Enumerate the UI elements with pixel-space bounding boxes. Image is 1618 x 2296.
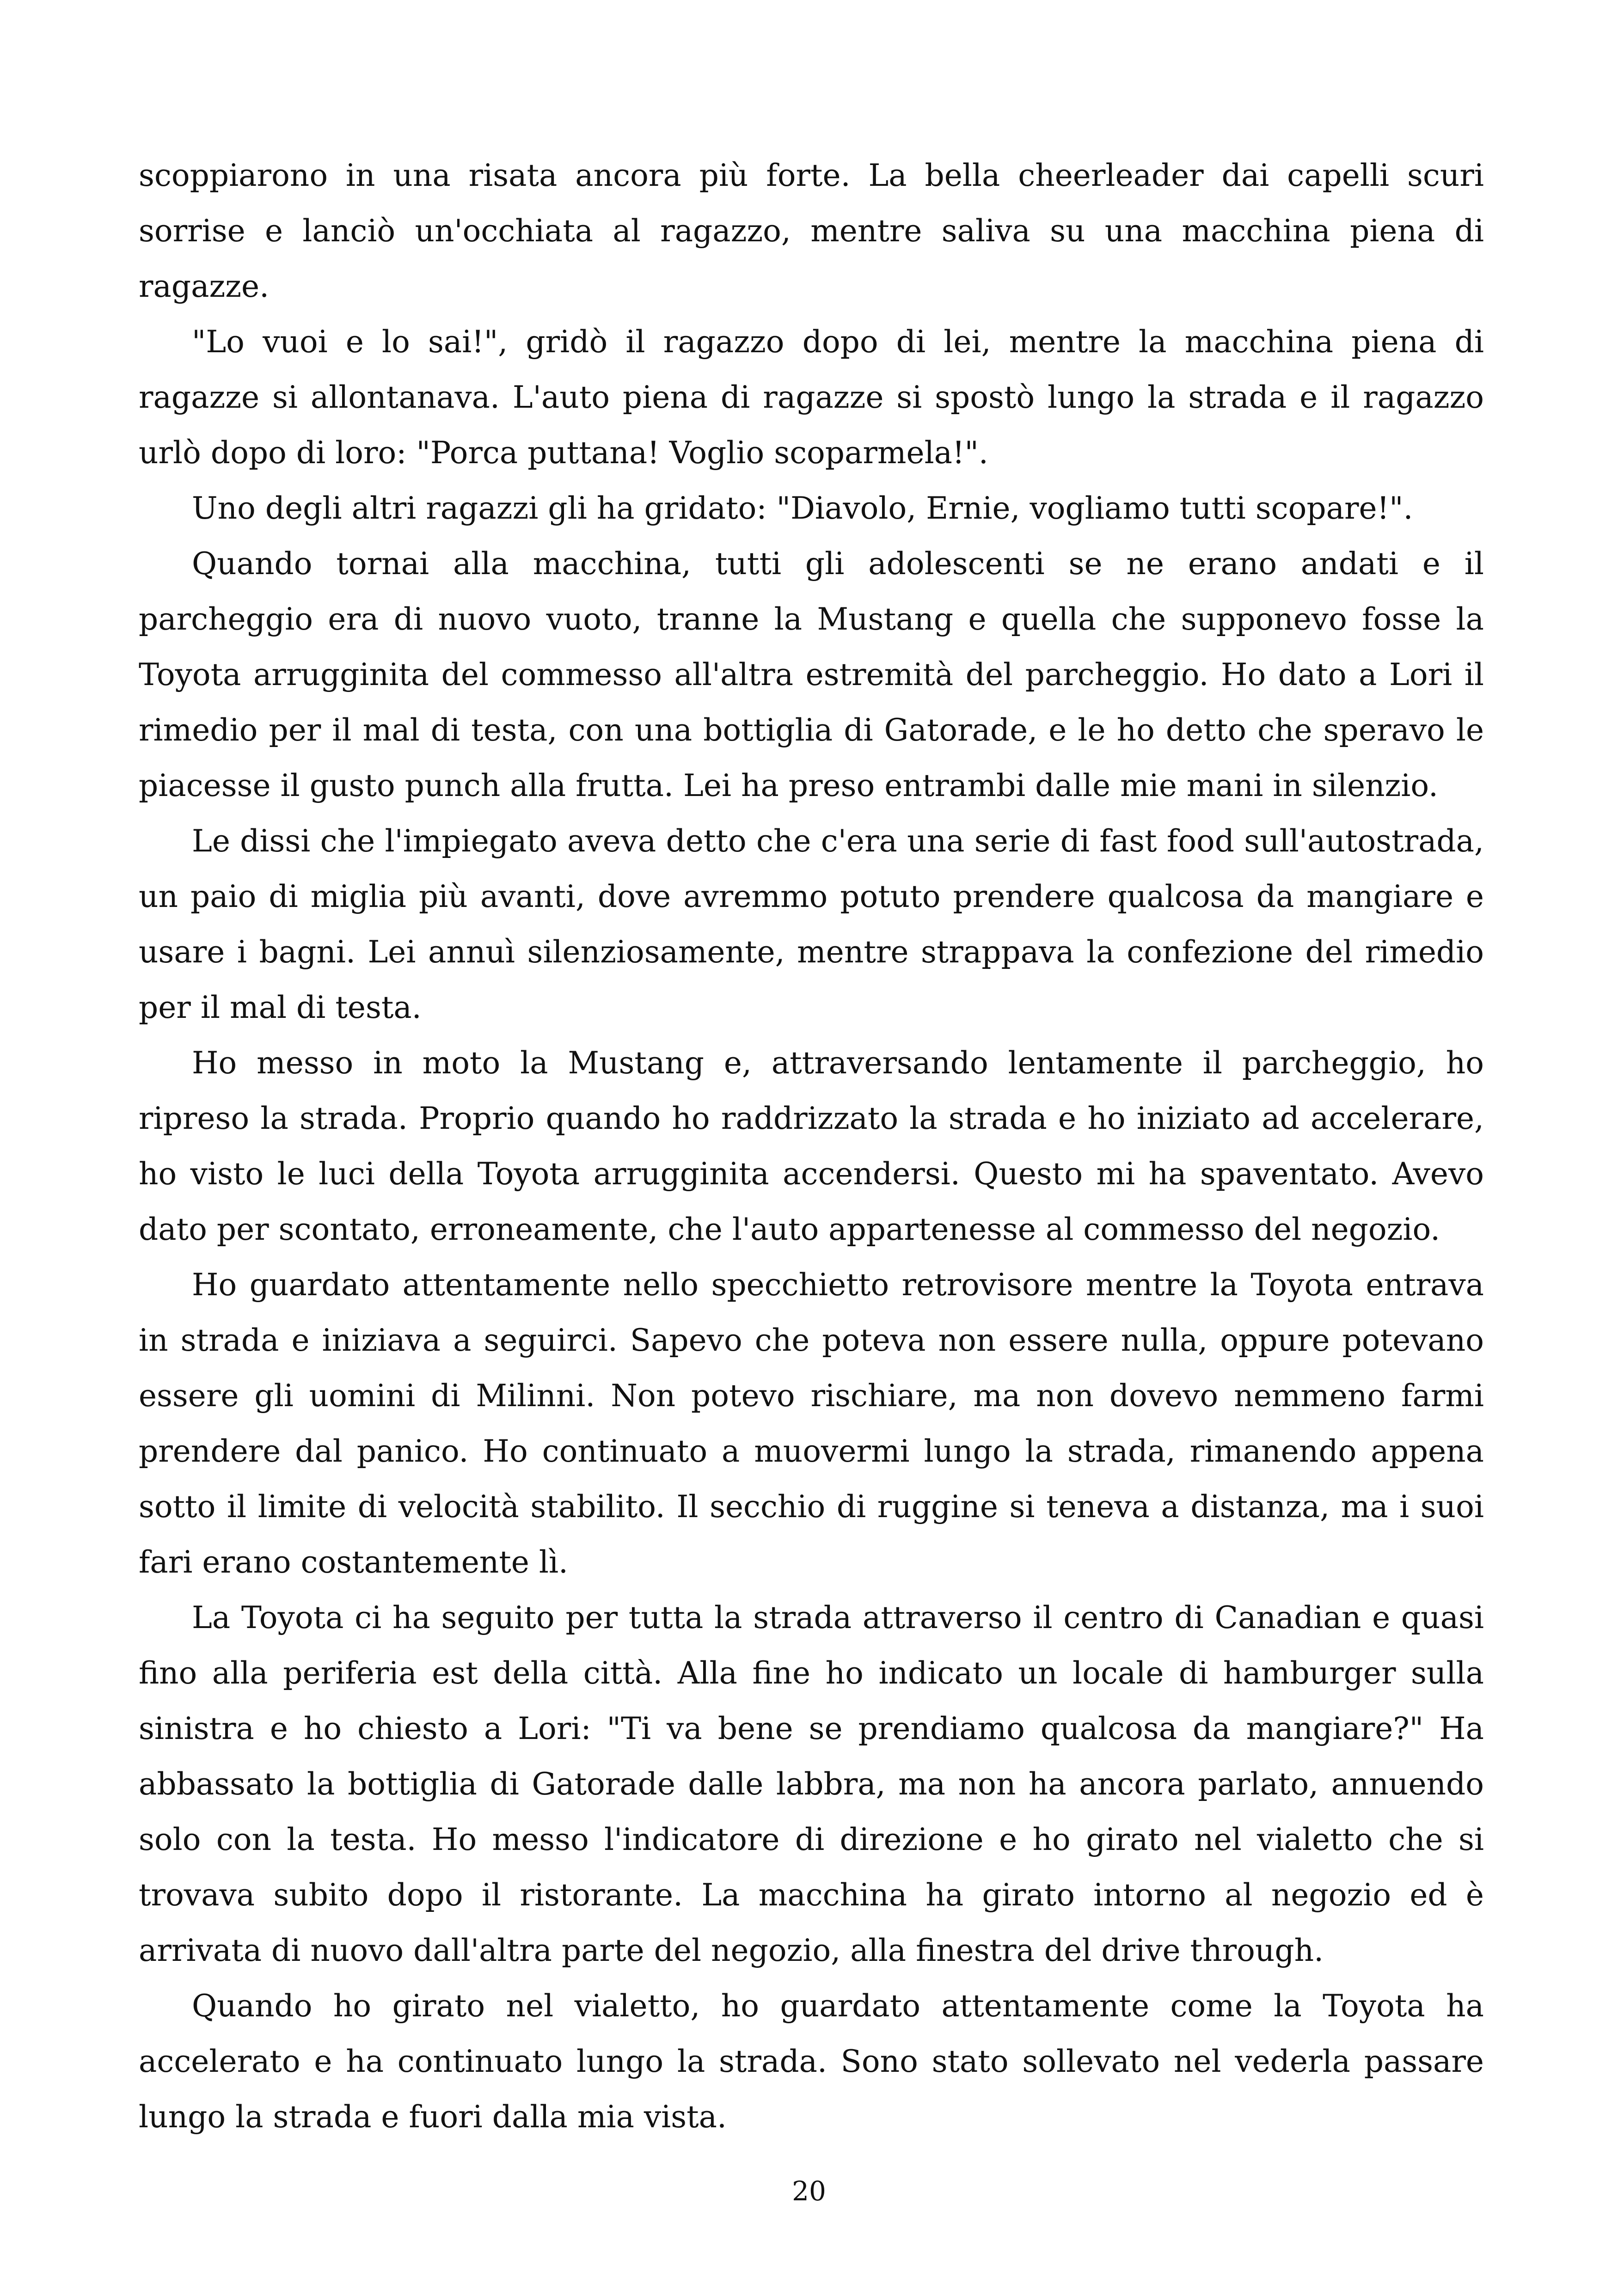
page-body-text [139, 148, 1484, 2145]
paragraph: scoppiarono in una risata ancora più forte. La bella cheerleader dai capelli scuri sorrise e lanciò un'occhiata al ragazzo, mentre saliva su una macchina piena di ragazze. [139, 158, 1484, 304]
page-number: 20 [792, 2175, 826, 2207]
paragraph: Uno degli altri ragazzi gli ha gridato: "Diavolo, Ernie, vogliamo tutti scopare!". [192, 490, 1413, 526]
paragraph: Le dissi che l'impiegato aveva detto che c'era una serie di fast food sull'autostrada, un paio di miglia più avanti, dove avremmo potuto prendere qualcosa da mangiare e usare i bagni. Lei annuì silenziosamente, mentre strappava la confezione del rimedio per il mal di testa. [139, 823, 1484, 1025]
document-page [139, 148, 1484, 2274]
paragraph: Ho messo in moto la Mustang e, attraversando lentamente il parcheggio, ho ripreso la strada. Proprio quando ho raddrizzato la strada e ho iniziato ad accelerare, ho visto le luci della Toyota arrugginita accendersi. Questo mi ha spaventato. Avevo dato per scontato, erroneamente, che l'auto appartenesse al commesso del negozio. [139, 1045, 1484, 1247]
paragraph: "Lo vuoi e lo sai!", gridò il ragazzo dopo di lei, mentre la macchina piena di ragazze si allontanava. L'auto piena di ragazze si spostò lungo la strada e il ragazzo urlò dopo di loro: "Porca puttana! Voglio scoparmela!". [139, 324, 1484, 471]
paragraph: Quando ho girato nel vialetto, ho guardato attentamente come la Toyota ha accelerato e ha continuato lungo la strada. Sono stato sollevato nel vederla passare lungo la strada e fuori dalla mia vista. [139, 1988, 1484, 2135]
paragraph: Ho guardato attentamente nello specchietto retrovisore mentre la Toyota entrava in strada e iniziava a seguirci. Sapevo che poteva non essere nulla, oppure potevano essere gli uomini di Milinni. Non potevo rischiare, ma non dovevo nemmeno farmi prendere dal panico. Ho continuato a muovermi lungo la strada, rimanendo appena sotto il limite di velocità stabilito. Il secchio di ruggine si teneva a distanza, ma i suoi fari erano costantemente lì. [139, 1267, 1484, 1580]
paragraph: La Toyota ci ha seguito per tutta la strada attraverso il centro di Canadian e quasi fino alla periferia est della città. Alla fine ho indicato un locale di hamburger sulla sinistra e ho chiesto a Lori: "Ti va bene se prendiamo qualcosa da mangiare?" Ha abbassato la bottiglia di Gatorade dalle labbra, ma non ha ancora parlato, annuendo solo con la testa. Ho messo l'indicatore di direzione e ho girato nel vialetto che si trovava subito dopo il ristorante. La macchina ha girato intorno al negozio ed è arrivata di nuovo dall'altra parte del negozio, alla finestra del drive through. [139, 1600, 1484, 1968]
paragraph: Quando tornai alla macchina, tutti gli adolescenti se ne erano andati e il parcheggio era di nuovo vuoto, tranne la Mustang e quella che supponevo fosse la Toyota arrugginita del commesso all'altra estremità del parcheggio. Ho dato a Lori il rimedio per il mal di testa, con una bottiglia di Gatorade, e le ho detto che speravo le piacesse il gusto punch alla frutta. Lei ha preso entrambi dalle mie mani in silenzio. [139, 546, 1484, 803]
